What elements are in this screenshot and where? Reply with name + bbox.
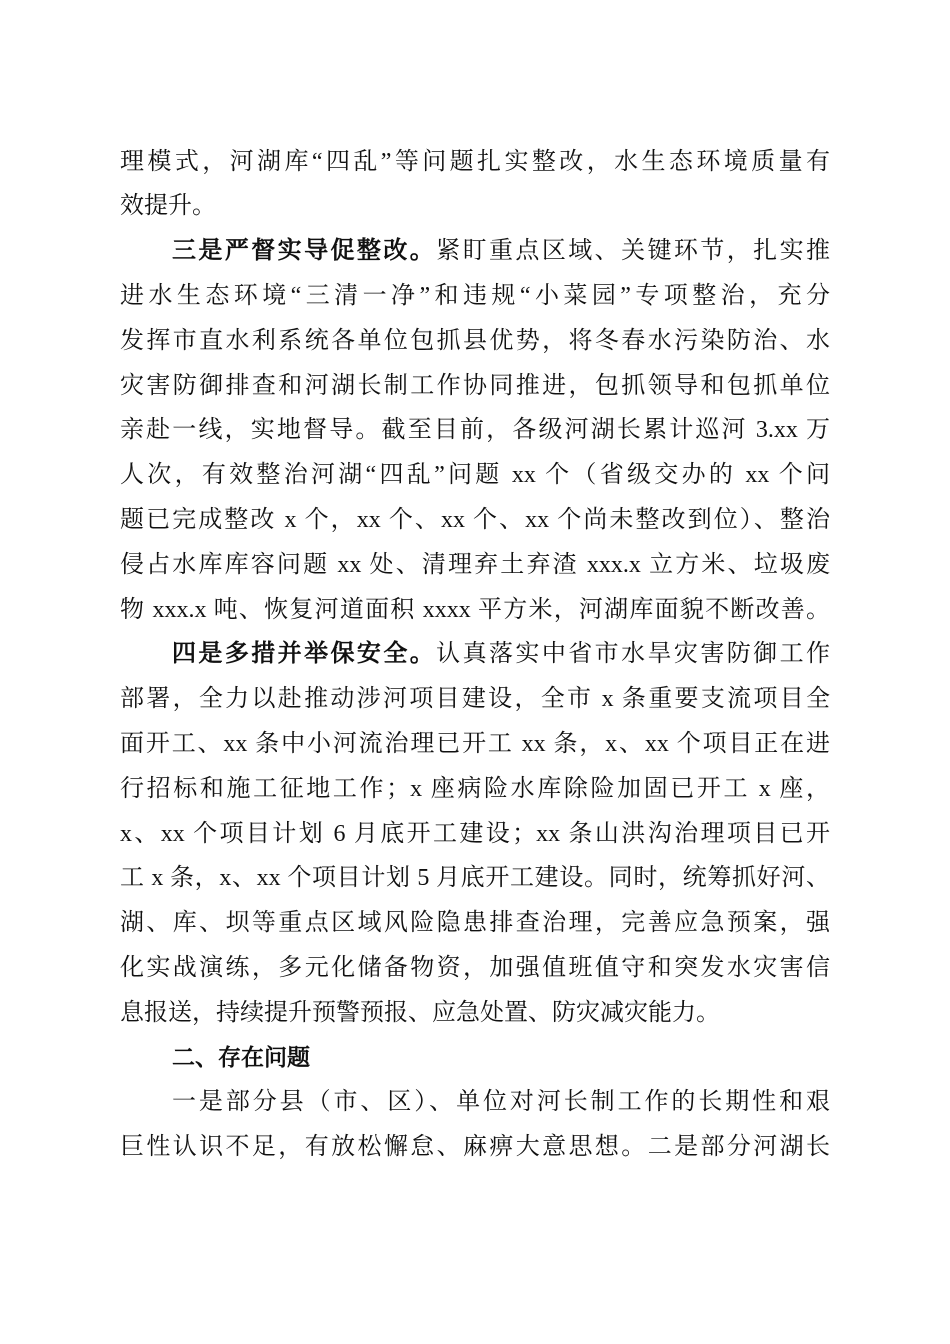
- paragraph: [120, 140, 830, 230]
- lead-phrase: 四是多措并举保安全。: [172, 641, 437, 668]
- text-line: 湖、库、坝等重点区域风险隐患排查治理，完善应急预案，强: [120, 910, 830, 937]
- text-line: 理模式，河湖库“四乱”等问题扎实整改，水生态环境质量有: [120, 148, 830, 175]
- text-line: 一是部分县（市、区）、单位对河长制工作的长期性和艰: [172, 1089, 830, 1116]
- paragraph: [120, 1080, 830, 1170]
- text-line: 题已完成整改 x 个，xx 个、xx 个、xx 个尚未整改到位）、整治: [120, 506, 830, 533]
- text-line: 发挥市直水利系统各单位包抓县优势，将冬春水污染防治、水: [120, 327, 830, 354]
- text-line: 效提升。: [120, 193, 216, 220]
- text-line: 灾害防御排查和河湖长制工作协同推进，包抓领导和包抓单位: [120, 372, 830, 399]
- document-body: [120, 140, 830, 1170]
- paragraph: [120, 229, 830, 632]
- text-line: 行招标和施工征地工作；x 座病险水库除险加固已开工 x 座，: [120, 775, 830, 802]
- text-line: x、xx 个项目计划 6 月底开工建设；xx 条山洪沟治理项目已开: [120, 820, 830, 847]
- text-line: 巨性认识不足，有放松懈怠、麻痹大意思想。二是部分河湖长: [120, 1134, 830, 1161]
- text-segment: 认真落实中省市水旱灾害防御工作: [436, 641, 831, 668]
- lead-phrase: 三是严督实导促整改。: [172, 238, 437, 265]
- text-line: 人次，有效整治河湖“四乱”问题 xx 个（省级交办的 xx 个问: [120, 462, 830, 489]
- text-line: [120, 229, 830, 274]
- text-line: 物 xxx.x 吨、恢复河道面积 xxxx 平方米，河湖库面貌不断改善。: [120, 596, 830, 623]
- paragraph: [120, 632, 830, 1035]
- text-line: 亲赴一线，实地督导。截至目前，各级河湖长累计巡河 3.xx 万: [120, 417, 830, 444]
- text-line: 进水生态环境“三清一净”和违规“小菜园”专项整治，充分: [120, 282, 830, 309]
- text-line: [120, 632, 830, 677]
- text-line: 息报送，持续提升预警预报、应急处置、防灾减灾能力。: [120, 999, 720, 1026]
- text-line: 部署，全力以赴推动涉河项目建设，全市 x 条重要支流项目全: [120, 686, 830, 713]
- text-segment: 紧盯重点区域、关键环节，扎实推: [436, 238, 831, 265]
- section-heading: 二、存在问题: [172, 1044, 310, 1071]
- text-line: 化实战演练，多元化储备物资，加强值班值守和突发水灾害信: [120, 954, 830, 981]
- text-line: 侵占水库库容问题 xx 处、清理弃土弃渣 xxx.x 立方米、垃圾废: [120, 551, 830, 578]
- text-line: 工 x 条，x、xx 个项目计划 5 月底开工建设。同时，统筹抓好河、: [120, 865, 830, 892]
- text-line: 面开工、xx 条中小河流治理已开工 xx 条，x、xx 个项目正在进: [120, 730, 830, 757]
